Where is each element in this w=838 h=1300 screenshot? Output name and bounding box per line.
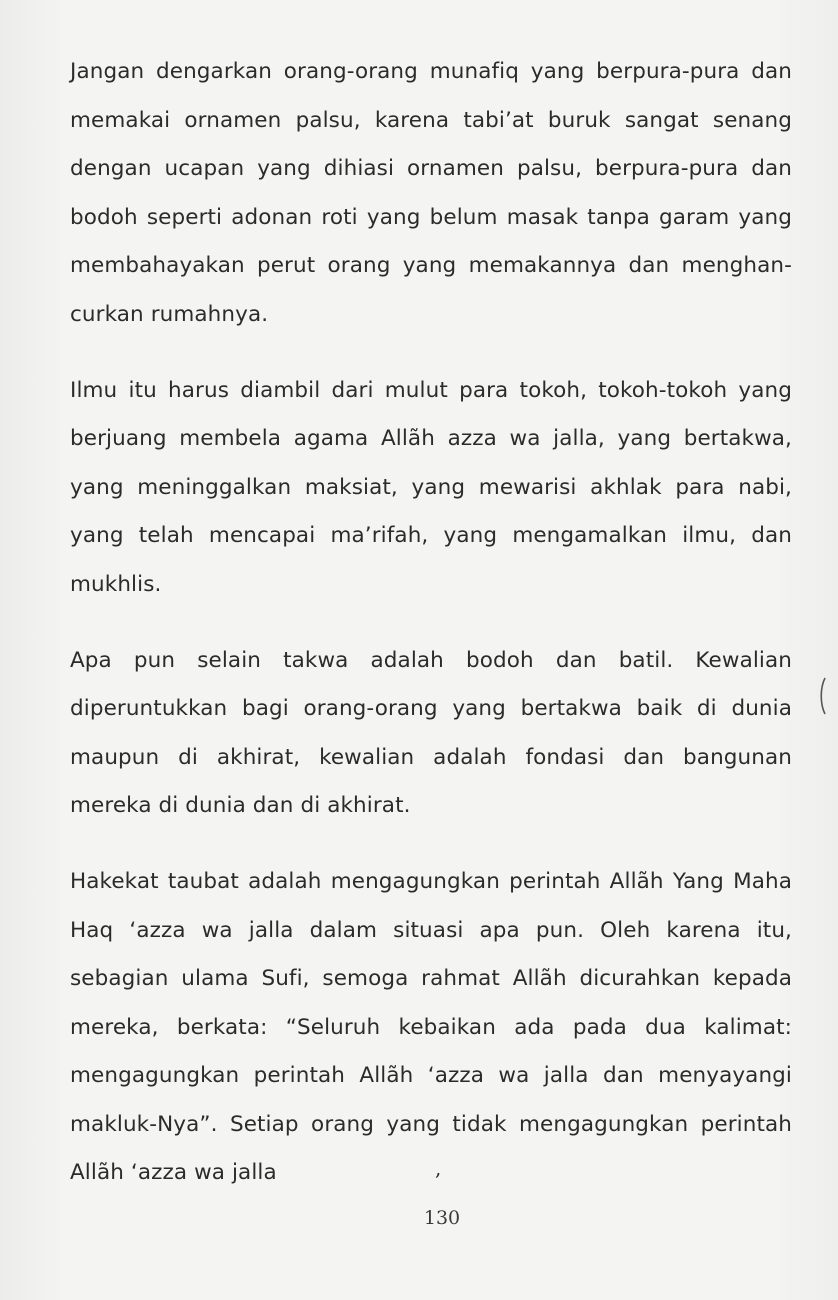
edge-bracket-mark bbox=[818, 676, 828, 716]
paragraph-takwa: Apa pun selain takwa adalah bodoh dan batil. Kewalian diperuntukkan bagi orang-orang yang bertakwa baik di dunia maupun di akhirat, kewalian adalah fondasi dan bangunan mereka di dunia dan di akhirat. bbox=[70, 647, 792, 819]
paragraph-munafiq: Jangan dengarkan orang-orang munafiq yang berpura-pura dan memakai ornamen palsu, karena tabi’at buruk sangat senang dengan ucapan yang dihiasi ornamen palsu, berpura-pura dan bodoh seperti adonan roti yang belum masak tanpa garam yang membahayakan perut orang yang memakannya dan menghan- curkan rumahnya. bbox=[70, 59, 792, 327]
page-number: 130 bbox=[423, 1207, 461, 1229]
paragraph-taubat: Hakekat taubat adalah mengagungkan perintah Allãh Yang Maha Haq ‘azza wa jalla dalam situasi apa pun. Oleh karena itu, sebagian ulama Sufi, semoga rahmat Allãh dicurahkan kepada mereka, berkata: “Seluruh kebaikan ada pada dua kalimat: mengagungkan perintah Allãh ‘azza wa jalla dan menyayangi makluk-Nya”. Setiap orang yang tidak mengagungkan perintah Allãh ‘azza wa jalla bbox=[70, 868, 792, 1186]
body-text bbox=[70, 48, 792, 1225]
stray-mark: , bbox=[435, 1156, 442, 1180]
paragraph-ilmu: Ilmu itu harus diambil dari mulut para tokoh, tokoh-tokoh yang berjuang membela agama Allãh azza wa jalla, yang bertakwa, yang meninggalkan maksiat, yang mewarisi akhlak para nabi, yang telah mencapai ma’rifah, yang mengamalkan ilmu, dan mukhlis. bbox=[70, 377, 792, 597]
